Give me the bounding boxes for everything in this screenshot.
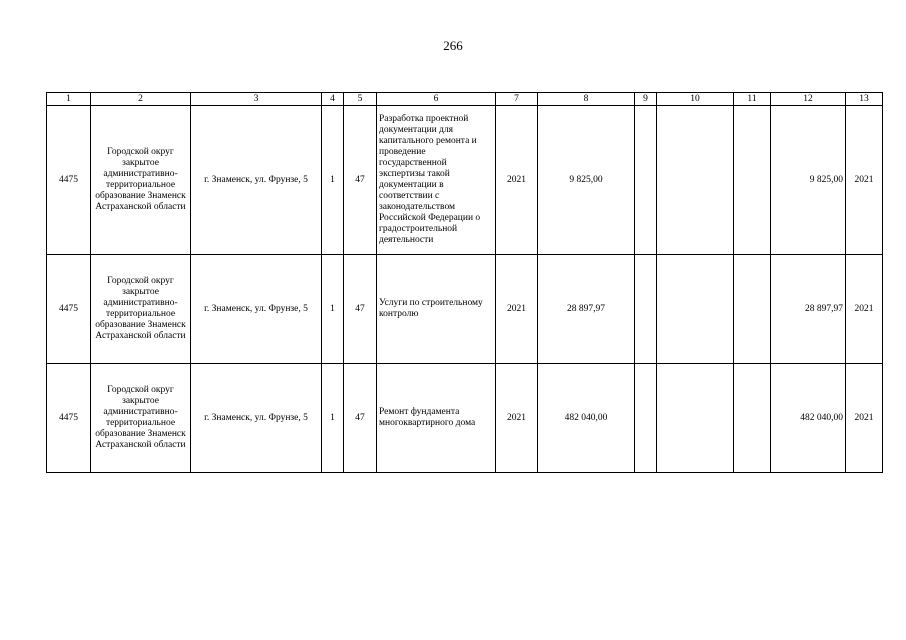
column-number: 6: [377, 93, 496, 106]
year: 2021: [496, 364, 538, 473]
col-5-value: 47: [344, 255, 377, 364]
total-amount: 28 897,97: [771, 255, 846, 364]
col-11-value: [734, 106, 771, 255]
completion-year: 2021: [846, 106, 883, 255]
col-9-value: [635, 364, 657, 473]
address: г. Знаменск, ул. Фрунзе, 5: [191, 106, 322, 255]
table-row: [47, 364, 883, 473]
col-11-value: [734, 364, 771, 473]
year: 2021: [496, 255, 538, 364]
col-9-value: [635, 106, 657, 255]
work-type: Услуги по строительному контролю: [377, 255, 496, 364]
col-10-value: [657, 106, 734, 255]
column-number: 2: [91, 93, 191, 106]
column-number: 12: [771, 93, 846, 106]
amount: 28 897,97: [538, 255, 635, 364]
address: г. Знаменск, ул. Фрунзе, 5: [191, 255, 322, 364]
column-number: 7: [496, 93, 538, 106]
column-number: 4: [322, 93, 344, 106]
completion-year: 2021: [846, 364, 883, 473]
table-row: [47, 255, 883, 364]
column-number: 9: [635, 93, 657, 106]
row-id: 4475: [47, 255, 91, 364]
table-row: [47, 106, 883, 255]
col-10-value: [657, 364, 734, 473]
address: г. Знаменск, ул. Фрунзе, 5: [191, 364, 322, 473]
completion-year: 2021: [846, 255, 883, 364]
amount: 9 825,00: [538, 106, 635, 255]
total-amount: 9 825,00: [771, 106, 846, 255]
work-type: Разработка проектной документации для капитального ремонта и проведение государственной экспертизы такой документации в соответствии с законодательством Российской Федерации о градостроительной деятельности: [377, 106, 496, 255]
col-11-value: [734, 255, 771, 364]
municipality: Городской округ закрытое административно-территориальное образование Знаменск Астраханской области: [91, 255, 191, 364]
page-number: 266: [443, 38, 463, 53]
col-5-value: 47: [344, 106, 377, 255]
work-type: Ремонт фундамента многоквартирного дома: [377, 364, 496, 473]
repair-program-table: [46, 92, 883, 473]
amount: 482 040,00: [538, 364, 635, 473]
column-number: 8: [538, 93, 635, 106]
column-number: 13: [846, 93, 883, 106]
column-number: 11: [734, 93, 771, 106]
column-number: 10: [657, 93, 734, 106]
row-id: 4475: [47, 364, 91, 473]
column-number: 3: [191, 93, 322, 106]
col-4-value: 1: [322, 106, 344, 255]
column-number: 5: [344, 93, 377, 106]
municipality: Городской округ закрытое административно-территориальное образование Знаменск Астраханской области: [91, 106, 191, 255]
column-number: 1: [47, 93, 91, 106]
col-10-value: [657, 255, 734, 364]
total-amount: 482 040,00: [771, 364, 846, 473]
row-id: 4475: [47, 106, 91, 255]
municipality: Городской округ закрытое административно-территориальное образование Знаменск Астраханской области: [91, 364, 191, 473]
col-4-value: 1: [322, 364, 344, 473]
col-5-value: 47: [344, 364, 377, 473]
col-9-value: [635, 255, 657, 364]
year: 2021: [496, 106, 538, 255]
column-number-row: [47, 93, 883, 106]
col-4-value: 1: [322, 255, 344, 364]
